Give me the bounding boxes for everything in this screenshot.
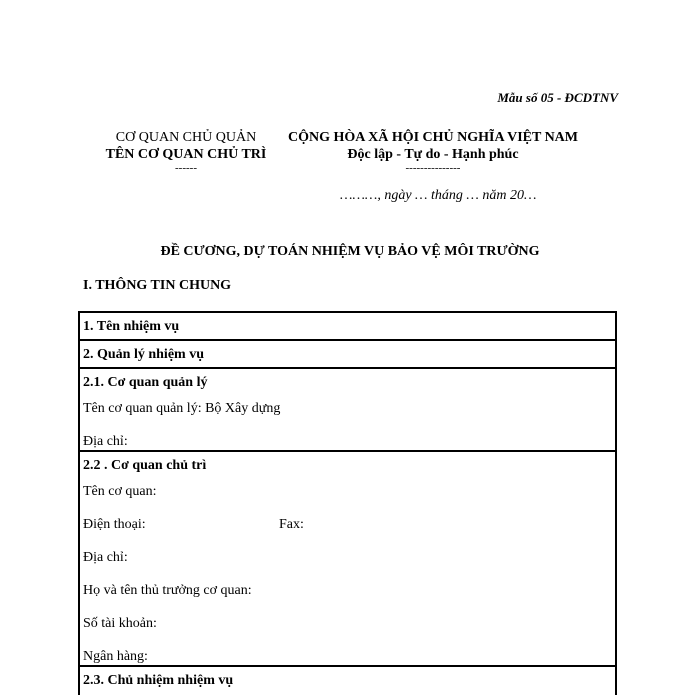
- date-line: ………, ngày … tháng … năm 20…: [340, 188, 537, 203]
- account-number-field: Số tài khoản:: [83, 616, 157, 631]
- republic-motto: Độc lập - Tự do - Hạnh phúc: [347, 147, 519, 162]
- republic-underline: ---------------: [405, 162, 461, 174]
- host-agency: TÊN CƠ QUAN CHỦ TRÌ: [105, 147, 267, 162]
- section-heading: I. THÔNG TIN CHUNG: [83, 278, 232, 293]
- document-title: ĐỀ CƯƠNG, DỰ TOÁN NHIỆM VỤ BẢO VỆ MÔI TRƯỜNG: [160, 244, 540, 259]
- agency-header: [86, 129, 286, 173]
- managing-agency-address-field: Địa chỉ:: [83, 434, 128, 449]
- phone-field: Điện thoại:: [83, 517, 146, 532]
- managing-agency-name-field: Tên cơ quan quản lý: Bộ Xây dựng: [83, 401, 281, 416]
- task-name-row: 1. Tên nhiệm vụ: [83, 319, 180, 334]
- general-info-table: [78, 311, 617, 695]
- host-agency-heading: 2.2 . Cơ quan chủ trì: [80, 450, 615, 480]
- form-code: Mẫu số 05 - ĐCDTNV: [497, 90, 618, 105]
- bank-field: Ngân hàng:: [83, 649, 148, 664]
- managing-agency-heading: 2.1. Cơ quan quản lý: [80, 367, 615, 397]
- republic-header: [283, 129, 583, 173]
- phone-fax-row: [80, 500, 615, 533]
- parent-agency: CƠ QUAN CHỦ QUẢN: [115, 130, 257, 145]
- task-management-row: 2. Quản lý nhiệm vụ: [80, 339, 615, 367]
- agency-head-field: Họ và tên thủ trưởng cơ quan:: [83, 583, 252, 598]
- task-leader-heading: 2.3. Chủ nhiệm nhiệm vụ: [80, 665, 615, 695]
- republic-name: CỘNG HÒA XÃ HỘI CHỦ NGHĨA VIỆT NAM: [287, 130, 578, 145]
- host-agency-address-field: Địa chỉ:: [83, 550, 128, 565]
- agency-underline: ------: [175, 162, 197, 174]
- fax-field: Fax:: [279, 517, 304, 532]
- host-agency-name-field: Tên cơ quan:: [83, 484, 157, 499]
